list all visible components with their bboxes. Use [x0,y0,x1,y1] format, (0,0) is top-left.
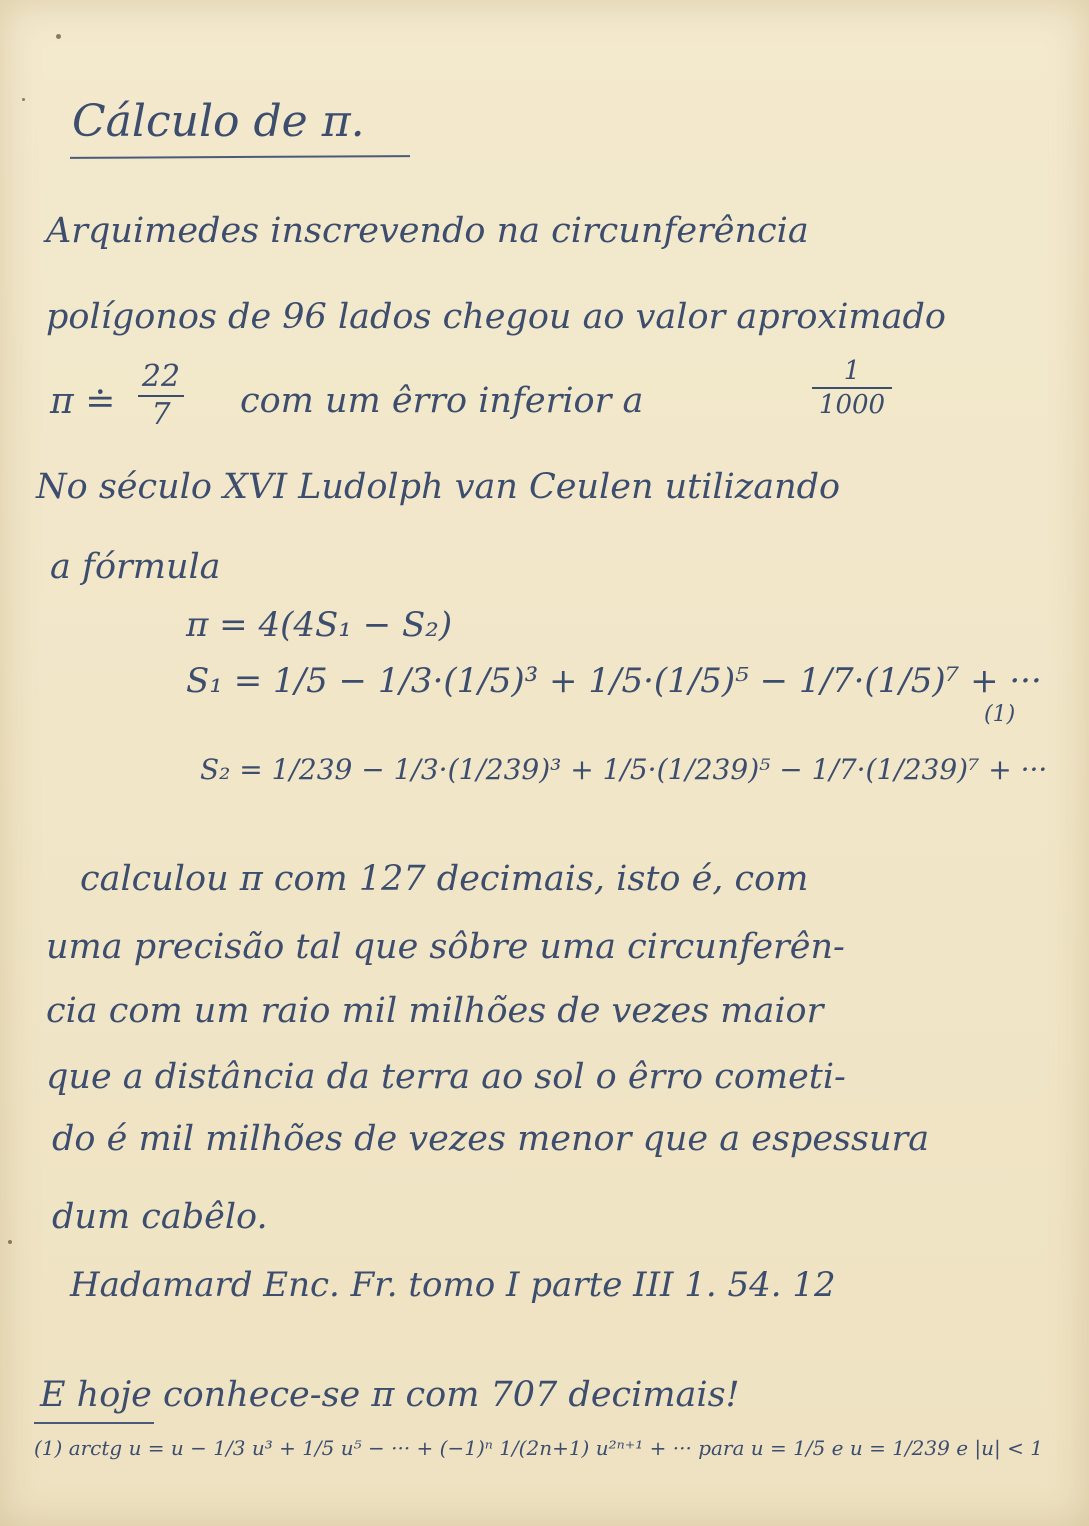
text-line-7: uma precisão tal que sôbre uma circunferên- [46,927,845,967]
fraction-denominator: 1000 [818,390,886,420]
text-line-1: Arquimedes inscrevendo na circunferência [46,211,809,251]
text-line-11: dum cabêlo. [52,1197,268,1237]
text-line-6: calculou π com 127 decimais, isto é, com [80,859,809,899]
paper-speck [22,98,25,101]
paper-speck [56,34,61,39]
text-line-8: cia com um raio mil milhões de vezes maior [46,991,824,1031]
text-line-9: que a distância da terra ao sol o êrro cometi- [46,1057,846,1097]
fraction-numerator: 1 [843,356,861,386]
formula-pi: π = 4(4S₁ − S₂) [186,605,453,645]
reference-line: Hadamard Enc. Fr. tomo I parte III 1. 54. 12 [70,1265,836,1305]
fraction-1-1000 [812,358,892,418]
formula-s1: S₁ = 1/5 − 1/3·(1/5)³ + 1/5·(1/5)⁵ − 1/7·(1/5)⁷ + ··· [186,661,1042,701]
footnote-marker: (1) [984,702,1016,727]
text-line-2: polígonos de 96 lados chegou ao valor aproximado [46,297,946,337]
fraction-22-7 [138,359,184,432]
pi-approx-symbol: π ≐ [50,381,116,422]
fraction-numerator: 22 [141,359,181,394]
fraction-bar [812,387,892,389]
text-line-4: No século XVI Ludolph van Ceulen utilizando [36,467,841,507]
footnote-formula: (1) arctg u = u − 1/3 u³ + 1/5 u⁵ − ··· + (−1)ⁿ 1/(2n+1) u²ⁿ⁺¹ + ··· para u = 1/5 e u = 1/239 e |u| < 1 [34,1436,1043,1460]
closing-underline [34,1422,154,1424]
page-title: Cálculo de π. [72,96,365,147]
fraction-denominator: 7 [151,397,171,432]
text-line-10: do é mil milhões de vezes menor que a espessura [52,1119,930,1159]
text-line-3: com um êrro inferior a [240,381,644,421]
closing-line: E hoje conhece-se π com 707 decimais! [40,1375,740,1415]
paper-speck [8,1240,12,1244]
text-line-5: a fórmula [50,547,221,587]
formula-s2: S₂ = 1/239 − 1/3·(1/239)³ + 1/5·(1/239)⁵ − 1/7·(1/239)⁷ + ··· [200,753,1048,786]
title-underline [70,155,410,159]
